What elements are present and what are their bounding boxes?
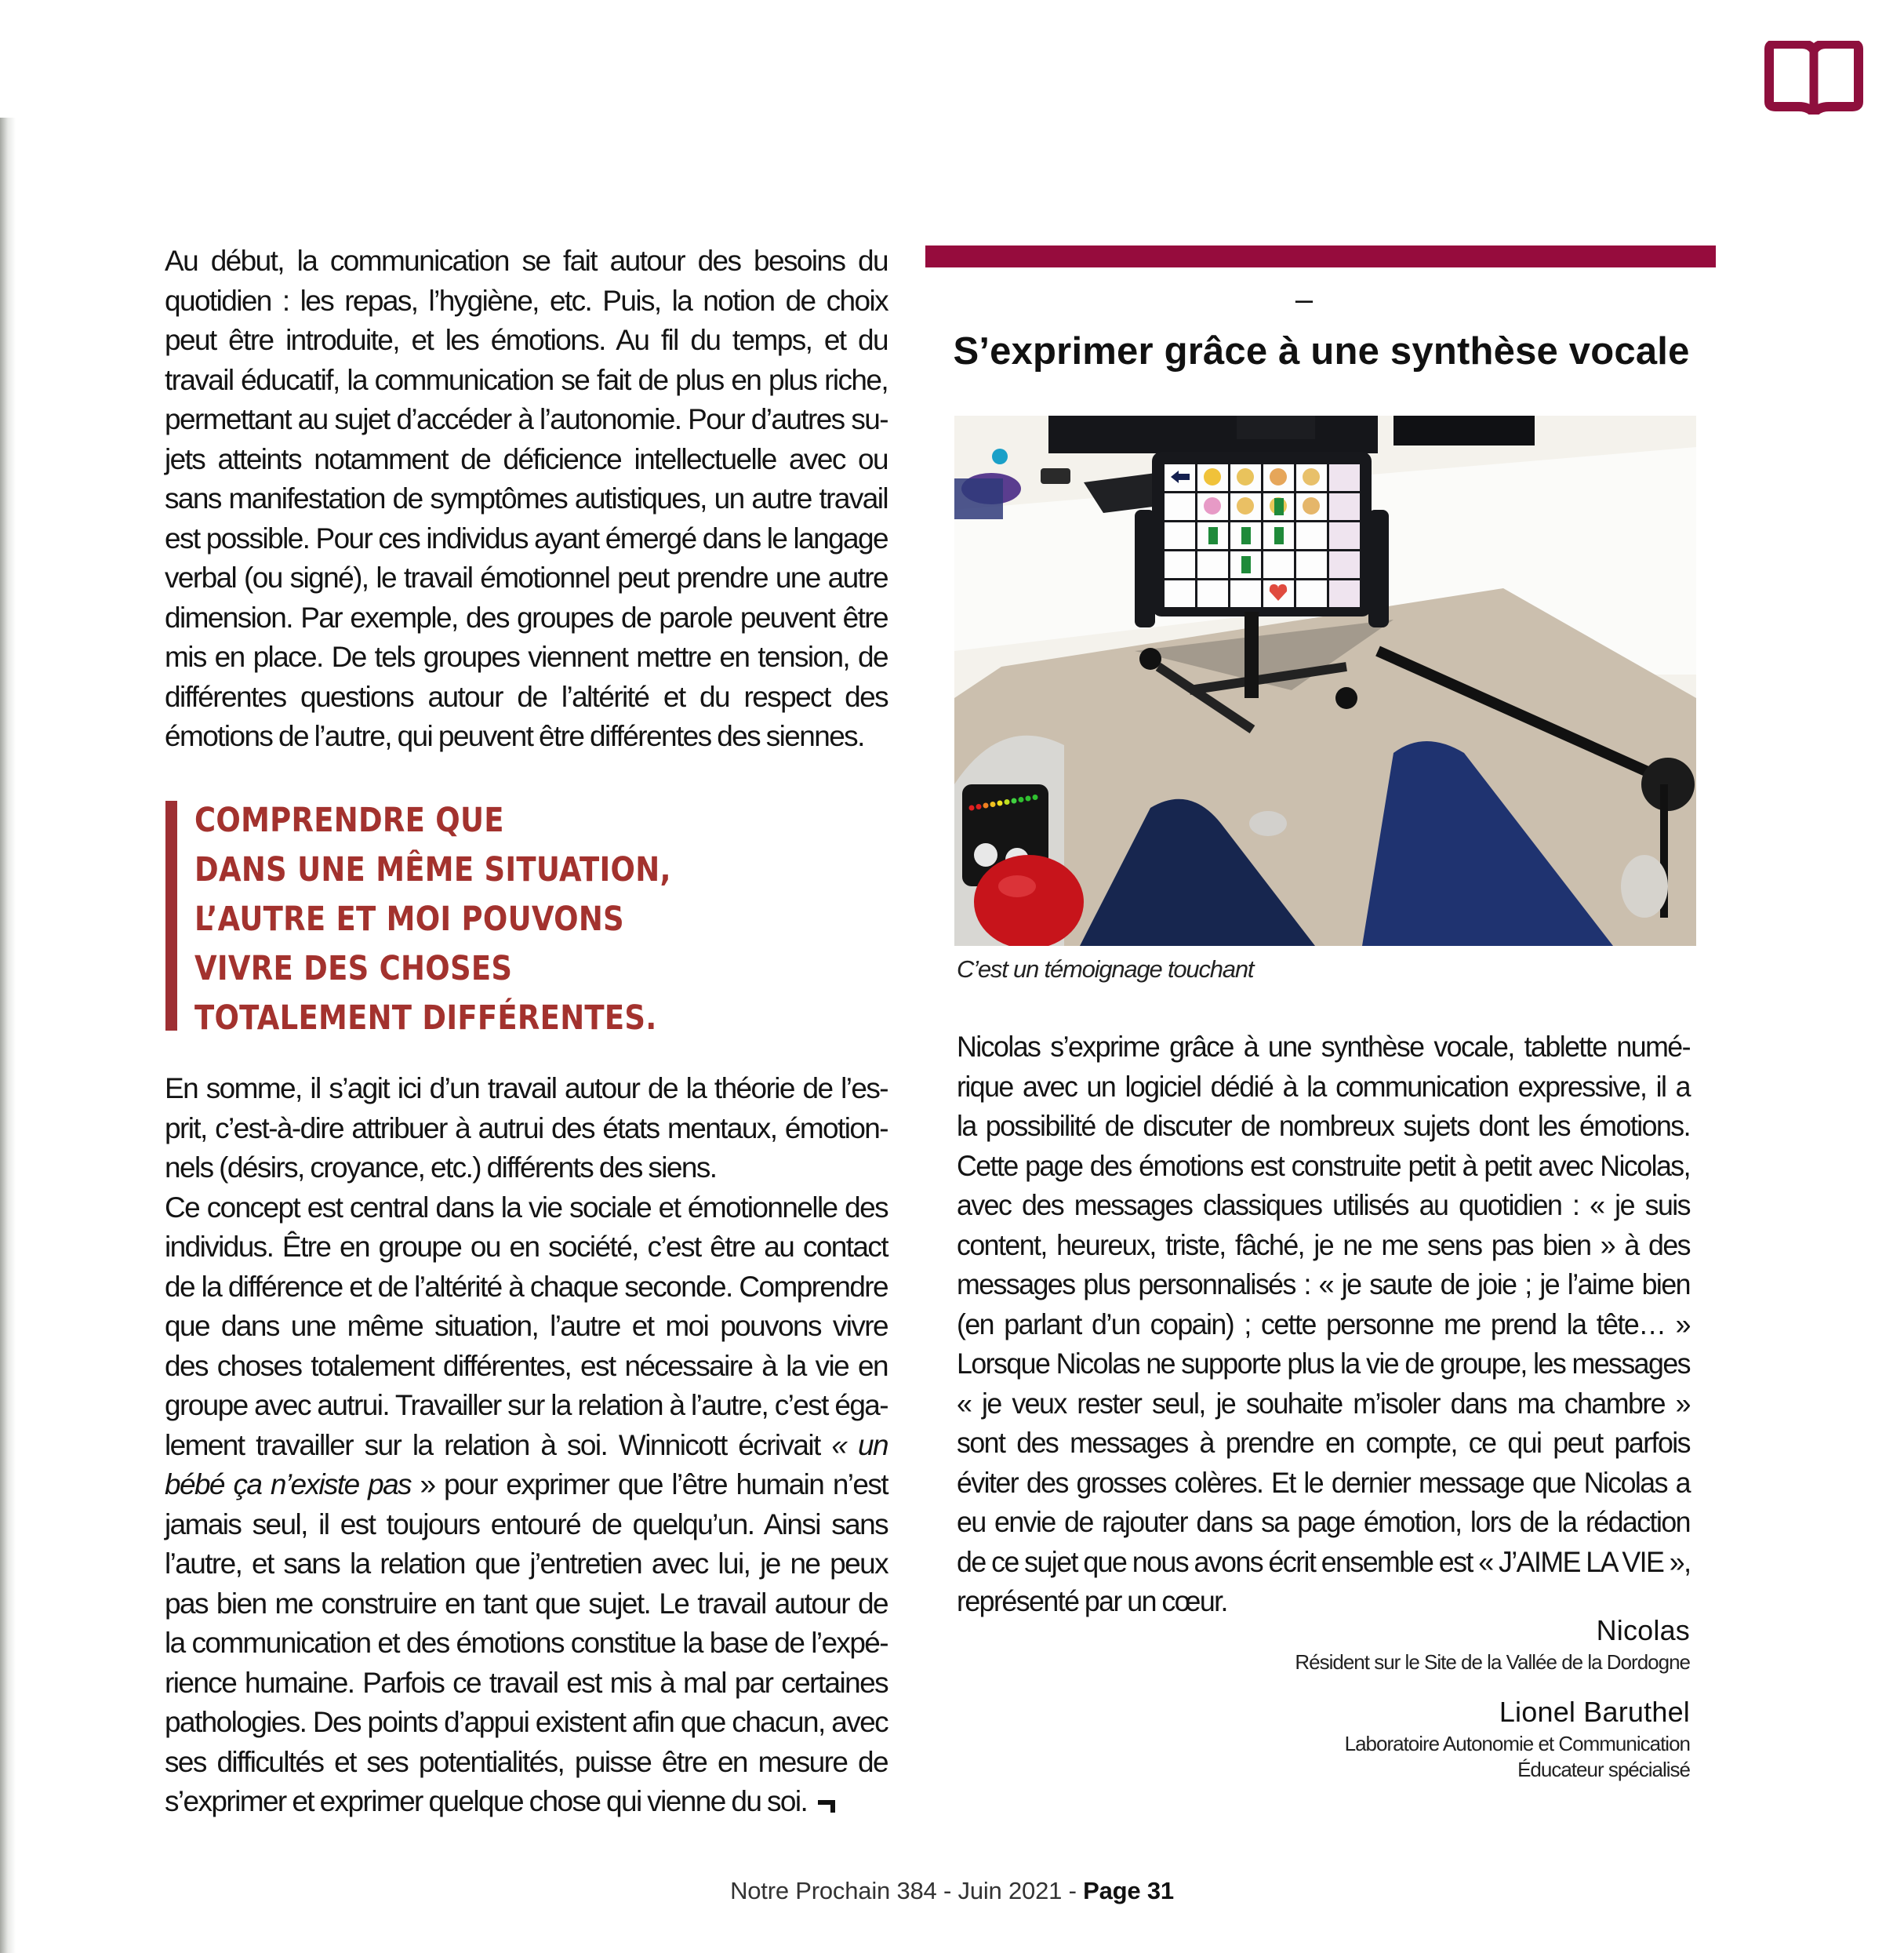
body-paragraph-text (165, 1069, 888, 1822)
text-line: Ce concept est central dans la vie sociale et émotionnelle des (165, 1191, 888, 1224)
person-pictogram-icon (1274, 527, 1284, 544)
battery-led-icon (1019, 797, 1024, 802)
signature-role: Éducateur spécialisé (1517, 1758, 1690, 1781)
pictogram-cell (1296, 551, 1327, 578)
pictogram-cell (1329, 464, 1360, 491)
text-line: Nicolas s’exprime grâce à une synthèse vocale, tablette numé- (957, 1031, 1690, 1063)
pull-quote-line: DANS UNE MÊME SITUATION, (194, 850, 671, 889)
tablet-photo-illustration (954, 416, 1696, 946)
winnicott-quote-start: « un (831, 1428, 888, 1461)
signature-nicolas (1295, 1614, 1690, 1675)
text-line: sont des messages à prendre en compte, ce qui peut parfois (957, 1427, 1690, 1459)
person-pictogram-icon (1274, 498, 1284, 515)
box-title: S’exprimer grâce à une synthèse vocale (953, 330, 1690, 373)
emotion-face-icon (1270, 468, 1287, 486)
text-line: Lorsque Nicolas ne supporte plus la vie de groupe, les messages (957, 1347, 1690, 1380)
signature-name: Nicolas (1596, 1614, 1690, 1646)
battery-led-icon (1005, 799, 1010, 805)
pictogram-cell (1197, 551, 1228, 578)
emotion-face-icon (1204, 497, 1221, 515)
text-line: rique avec un logiciel dédié à la communication expressive, il a (957, 1070, 1690, 1103)
text-line: travail éducatif, la communication se fait de plus en plus riche, (165, 363, 888, 396)
winnicott-quote: bébé ça n’existe pas (165, 1468, 420, 1500)
text-line: la possibilité de discuter de nombreux sujets dont les émotions. (957, 1110, 1690, 1142)
pictogram-cell (1165, 493, 1195, 520)
text-line: est possible. Pour ces individus ayant émergé dans le langage (165, 522, 888, 555)
text-line: pas bien me construire en tant que sujet. Le travail autour de (165, 1587, 888, 1620)
text-line: verbal (ou signé), le travail émotionnel peut prendre une autre (165, 562, 888, 594)
pictogram-cell (1230, 580, 1261, 607)
text-line: de la différence et de l’altérité à chaque seconde. Comprendre (165, 1270, 888, 1303)
text-line: individus. Être en groupe ou en société, c’est être au contact (165, 1231, 888, 1263)
battery-led-icon (983, 803, 989, 809)
person-pictogram-icon (1241, 556, 1251, 573)
pictogram-cell (1329, 551, 1360, 578)
tablet-photo (954, 416, 1696, 946)
text-line: représenté par un cœur. (957, 1585, 1227, 1617)
pictogram-cell (1263, 551, 1294, 578)
emotion-face-icon (1204, 468, 1221, 486)
text-line: eu envie de rajouter dans sa page émotion, lors de la rédaction (957, 1506, 1690, 1538)
signature-lionel-baruthel (1345, 1696, 1690, 1782)
text-segment: » pour exprimer que l’être humain n’est (420, 1468, 888, 1500)
text-line: de ce sujet que nous avons écrit ensemble est « J’AIME LA VIE », (957, 1545, 1691, 1578)
text-line: groupe avec autrui. Travailler sur la relation à l’autre, c’est éga- (165, 1389, 888, 1421)
text-line: jamais seul, il est toujours entouré de quelqu’un. Ainsi sans (165, 1507, 888, 1540)
text-line: « je veux rester seul, je souhaite m’isoler dans ma chambre » (957, 1387, 1690, 1420)
battery-led-icon (990, 802, 996, 807)
pictogram-cell (1329, 580, 1360, 607)
text-line: la communication et des émotions constitue la base de l’expé- (165, 1627, 888, 1659)
person-pictogram-icon (1208, 527, 1218, 544)
pictogram-cell (1296, 580, 1327, 607)
signature-role: Résident sur le Site de la Vallée de la Dordogne (1295, 1650, 1690, 1674)
title-dash: – (1295, 282, 1314, 317)
open-book-icon (1763, 41, 1865, 115)
text-segment: lement travailler sur la relation à soi. Winnicott écrivait (165, 1428, 832, 1461)
pull-quote-line: VIVRE DES CHOSES (194, 949, 513, 988)
text-line: Cette page des émotions est construite petit à petit avec Nicolas, (957, 1149, 1690, 1182)
emotion-face-icon (1237, 497, 1254, 515)
battery-led-icon (997, 801, 1003, 806)
footer-page-number: Page 31 (1083, 1877, 1174, 1904)
emotion-face-icon (1303, 468, 1320, 486)
text-line: rience humaine. Parfois ce travail est mis à mal par certaines (165, 1666, 888, 1699)
text-line (165, 1465, 888, 1505)
intro-paragraph-text (165, 242, 888, 757)
pull-quote-line: TOTALEMENT DIFFÉRENTES. (194, 998, 657, 1038)
page-binding-shadow (0, 118, 16, 1953)
emotion-face-icon (1237, 468, 1254, 486)
text-line: différentes questions autour de l’altérité et du respect des (165, 680, 888, 713)
intro-paragraph (165, 242, 888, 757)
text-line: prit, c’est-à-dire attribuer à autrui des états mentaux, émotion- (165, 1111, 888, 1144)
pictogram-cell (1165, 551, 1195, 578)
signature-role: Laboratoire Autonomie et Communication (1344, 1732, 1690, 1755)
text-line: En somme, il s’agit ici d’un travail autour de la théorie de l’es- (165, 1072, 888, 1104)
text-line: quotidien : les repas, l’hygiène, etc. Puis, la notion de choix (165, 284, 888, 317)
pull-quote-line: COMPRENDRE QUE (194, 801, 504, 840)
text-line: mis en place. De tels groupes viennent mettre en tension, de (165, 641, 888, 673)
end-of-article-icon (818, 1800, 835, 1805)
battery-led-icon (969, 806, 975, 811)
pictogram-cell (1329, 493, 1360, 520)
box-paragraph-text (957, 1027, 1690, 1622)
pictogram-cell (1296, 522, 1327, 549)
text-line: dimension. Par exemple, des groupes de parole peuvent être (165, 601, 888, 634)
box-paragraph (957, 1027, 1690, 1622)
body-paragraph (165, 1069, 888, 1822)
text-line: l’autre, et sans la relation que j’entretien avec lui, je ne peux (165, 1547, 888, 1580)
pull-quote-bar (165, 801, 177, 1031)
text-line: jets atteints notamment de déficience intellectuelle avec ou (165, 442, 888, 475)
battery-led-icon (1026, 796, 1031, 802)
pictogram-cell (1329, 522, 1360, 549)
pull-quote-line: L’AUTRE ET MOI POUVONS (194, 900, 624, 939)
text-line: content, heureux, triste, fâché, je ne me sens pas bien » à des (957, 1228, 1690, 1261)
text-line: peut être introduite, et les émotions. Au fil du temps, et du (165, 324, 888, 356)
text-line: pathologies. Des points d’appui existent afin que chacun, avec (165, 1706, 888, 1738)
text-line: émotions de l’autre, qui peuvent être différentes des siennes. (165, 720, 864, 752)
text-line: (en parlant d’un copain) ; cette personne me prend la tête… » (957, 1307, 1690, 1340)
pictogram-cell (1165, 522, 1195, 549)
battery-led-icon (976, 804, 982, 809)
text-line: éviter des grosses colères. Et le dernier message que Nicolas a (957, 1466, 1690, 1499)
battery-led-icon (1012, 798, 1017, 804)
text-line: Au début, la communication se fait autour des besoins du (165, 245, 888, 277)
text-line: des choses totalement différentes, est nécessaire à la vie en (165, 1349, 888, 1382)
battery-led-icon (1033, 795, 1038, 800)
text-line: messages plus personnalisés : « je saute de joie ; je l’aime bien (957, 1268, 1690, 1300)
text-line: nels (désirs, croyance, etc.) différents des siens. (165, 1151, 717, 1184)
pull-quote-text (194, 796, 671, 1043)
text-line: ses difficultés et ses potentialités, puisse être en mesure de (165, 1745, 888, 1778)
text-line: que dans une même situation, l’autre et moi pouvons vivre (165, 1310, 888, 1342)
pictogram-cell (1197, 580, 1228, 607)
pictogram-cell (1165, 580, 1195, 607)
text-line (165, 1426, 888, 1466)
text-line: avec des messages classiques utilisés au quotidien : « je suis (957, 1189, 1690, 1221)
footer-publication: Notre Prochain 384 - Juin 2021 - (730, 1877, 1084, 1904)
person-pictogram-icon (1241, 527, 1251, 544)
emotion-face-icon (1303, 497, 1320, 515)
box-accent-bar (925, 245, 1716, 267)
page-footer (0, 1877, 1904, 1905)
photo-caption: C’est un témoignage touchant (957, 955, 1254, 983)
pull-quote (165, 801, 793, 1038)
text-line: sans manifestation de symptômes autistiques, un autre travail (165, 482, 888, 515)
text-line: permettant au sujet d’accéder à l’autonomie. Pour d’autres su- (165, 403, 888, 435)
signature-name: Lionel Baruthel (1499, 1696, 1690, 1728)
text-line: s’exprimer et exprimer quelque chose qui vienne du soi. (165, 1782, 888, 1822)
